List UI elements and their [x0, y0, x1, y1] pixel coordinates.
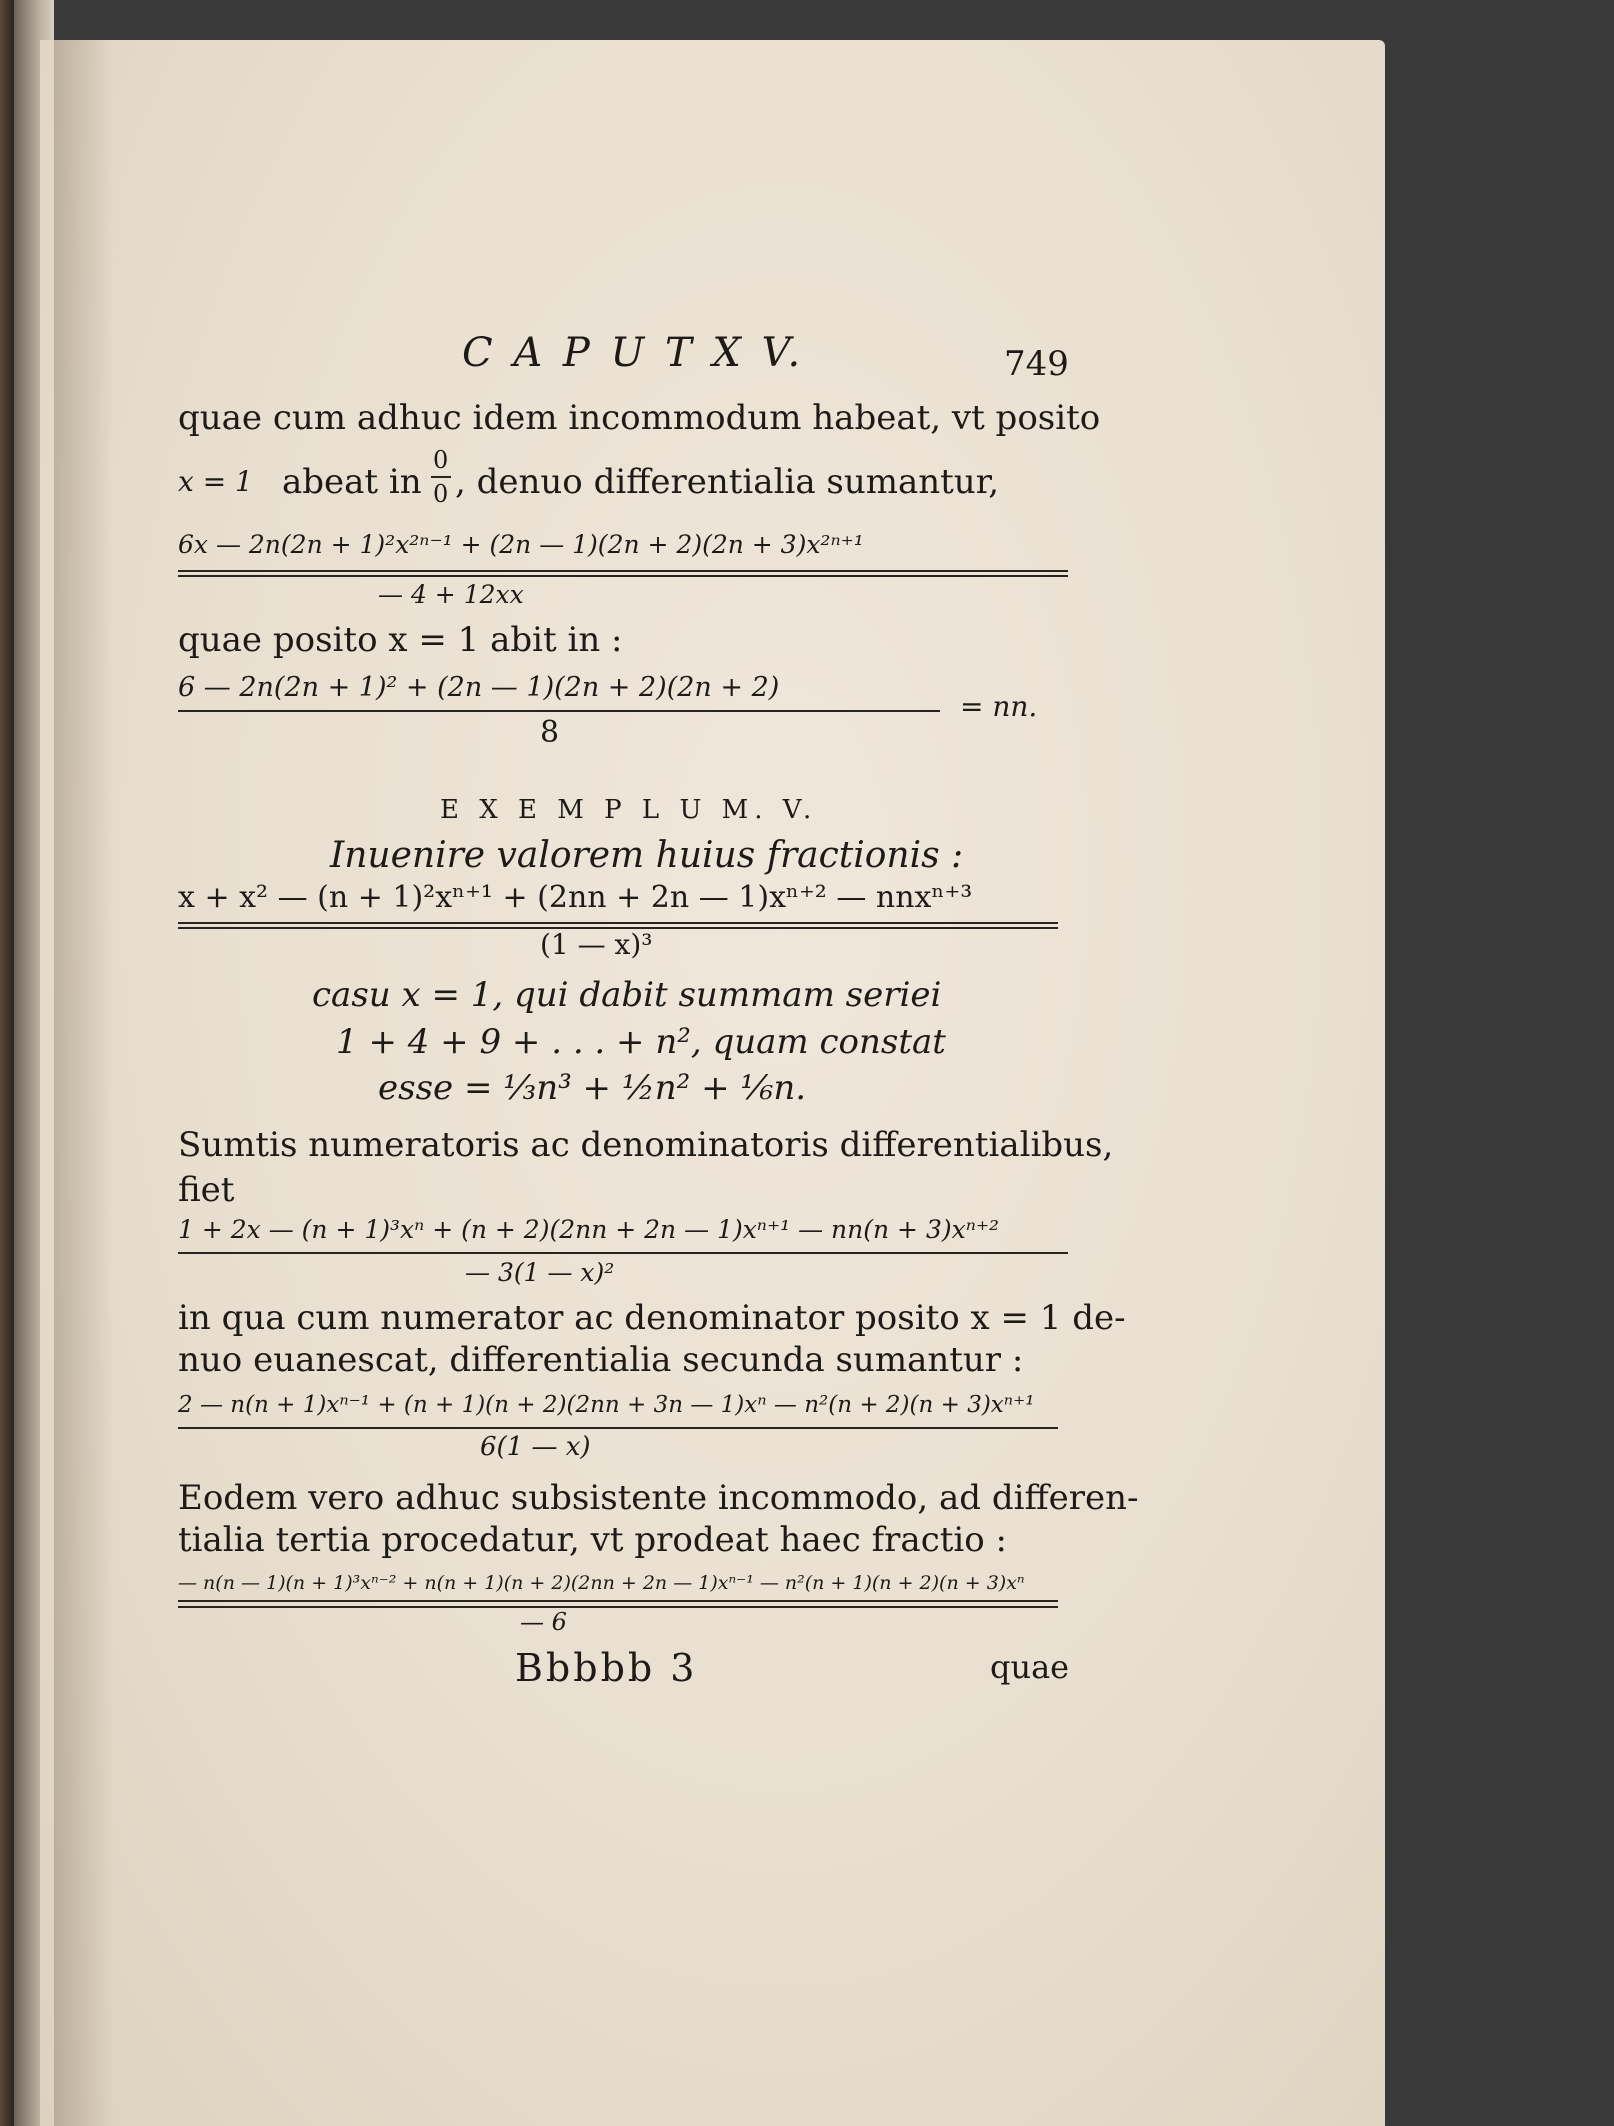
text-line: Sumtis numeratoris ac denominatoris differentialibus, — [178, 1125, 1114, 1165]
example-heading: E X E M P L U M. V. — [440, 795, 818, 825]
equation-denominator: (1 — x)³ — [540, 928, 653, 961]
running-head: C A P U T X V. — [462, 330, 805, 376]
equation-numerator: 2 — n(n + 1)xⁿ⁻¹ + (n + 1)(n + 2)(2nn + 3n — 1)xⁿ — n²(n + 2)(n + 3)xⁿ⁺¹ — [178, 1392, 1035, 1418]
page-fold-shadow — [54, 40, 114, 2126]
text-line: Eodem vero adhuc subsistente incommodo, ad differen- — [178, 1478, 1139, 1518]
equation-denominator: — 4 + 12xx — [378, 580, 524, 609]
equation-denominator: — 3(1 — x)² — [465, 1258, 615, 1287]
equation-denominator: — 6 — [520, 1608, 567, 1636]
equation-numerator: 1 + 2x — (n + 1)³xⁿ + (n + 2)(2nn + 2n — 1)xⁿ⁺¹ — nn(n + 3)xⁿ⁺² — [178, 1215, 1000, 1244]
equation-bar — [178, 570, 1068, 572]
fraction-denominator: 0 — [433, 480, 449, 508]
fraction-numerator: 0 — [433, 446, 449, 474]
catchword: quae — [990, 1648, 1070, 1686]
equation-bar — [178, 922, 1058, 924]
equation-numerator: x + x² — (n + 1)²xⁿ⁺¹ + (2nn + 2n — 1)xⁿ⁺² — nnxⁿ⁺³ — [178, 880, 973, 915]
equation-rhs: = nn. — [960, 690, 1038, 723]
example-title: Inuenire valorem huius fractionis : — [330, 835, 964, 876]
text-line: nuo euanescat, differentialia secunda sumantur : — [178, 1340, 1024, 1380]
equation-bar — [178, 1252, 1068, 1254]
equation-bar — [178, 710, 940, 712]
fraction-bar — [431, 476, 451, 478]
math-inline: x = 1 — [178, 465, 253, 498]
equation-numerator: 6x — 2n(2n + 1)²x²ⁿ⁻¹ + (2n — 1)(2n + 2)(2n + 3)x²ⁿ⁺¹ — [178, 530, 864, 559]
equation-numerator: 6 — 2n(2n + 1)² + (2n — 1)(2n + 2)(2n + 2) — [178, 672, 780, 703]
equation-bar — [178, 1600, 1058, 1602]
page-number: 749 — [1004, 344, 1069, 384]
text-line: quae cum adhuc idem incommodum habeat, vt posito — [178, 398, 1101, 438]
text-line: , denuo differentialia sumantur, — [455, 462, 1000, 502]
equation-numerator: — n(n — 1)(n + 1)³xⁿ⁻² + n(n + 1)(n + 2)(2nn + 2n — 1)xⁿ⁻¹ — n²(n + 1)(n + 2)(n + 3)xⁿ — [178, 1572, 1025, 1594]
text-line: quae posito x = 1 abit in : — [178, 620, 623, 660]
book-spine — [0, 0, 14, 2126]
text-line: abeat in — [282, 462, 422, 502]
equation-bar — [178, 1427, 1058, 1429]
text-line: tialia tertia procedatur, vt prodeat haec fractio : — [178, 1520, 1008, 1560]
text-line: in qua cum numerator ac denominator posito x = 1 de- — [178, 1298, 1126, 1338]
text-line: fiet — [178, 1170, 235, 1210]
equation-bar-double — [178, 1606, 1058, 1608]
text-line: 1 + 4 + 9 + . . . + n², quam constat — [336, 1022, 946, 1062]
signature-mark: Bbbbb 3 — [515, 1646, 698, 1690]
text-line: esse = ⅓n³ + ½n² + ⅙n. — [378, 1068, 807, 1108]
equation-denominator: 8 — [540, 715, 560, 750]
text-line: casu x = 1, qui dabit summam seriei — [312, 975, 942, 1015]
equation-denominator: 6(1 — x) — [480, 1432, 591, 1462]
equation-bar-double — [178, 575, 1068, 577]
